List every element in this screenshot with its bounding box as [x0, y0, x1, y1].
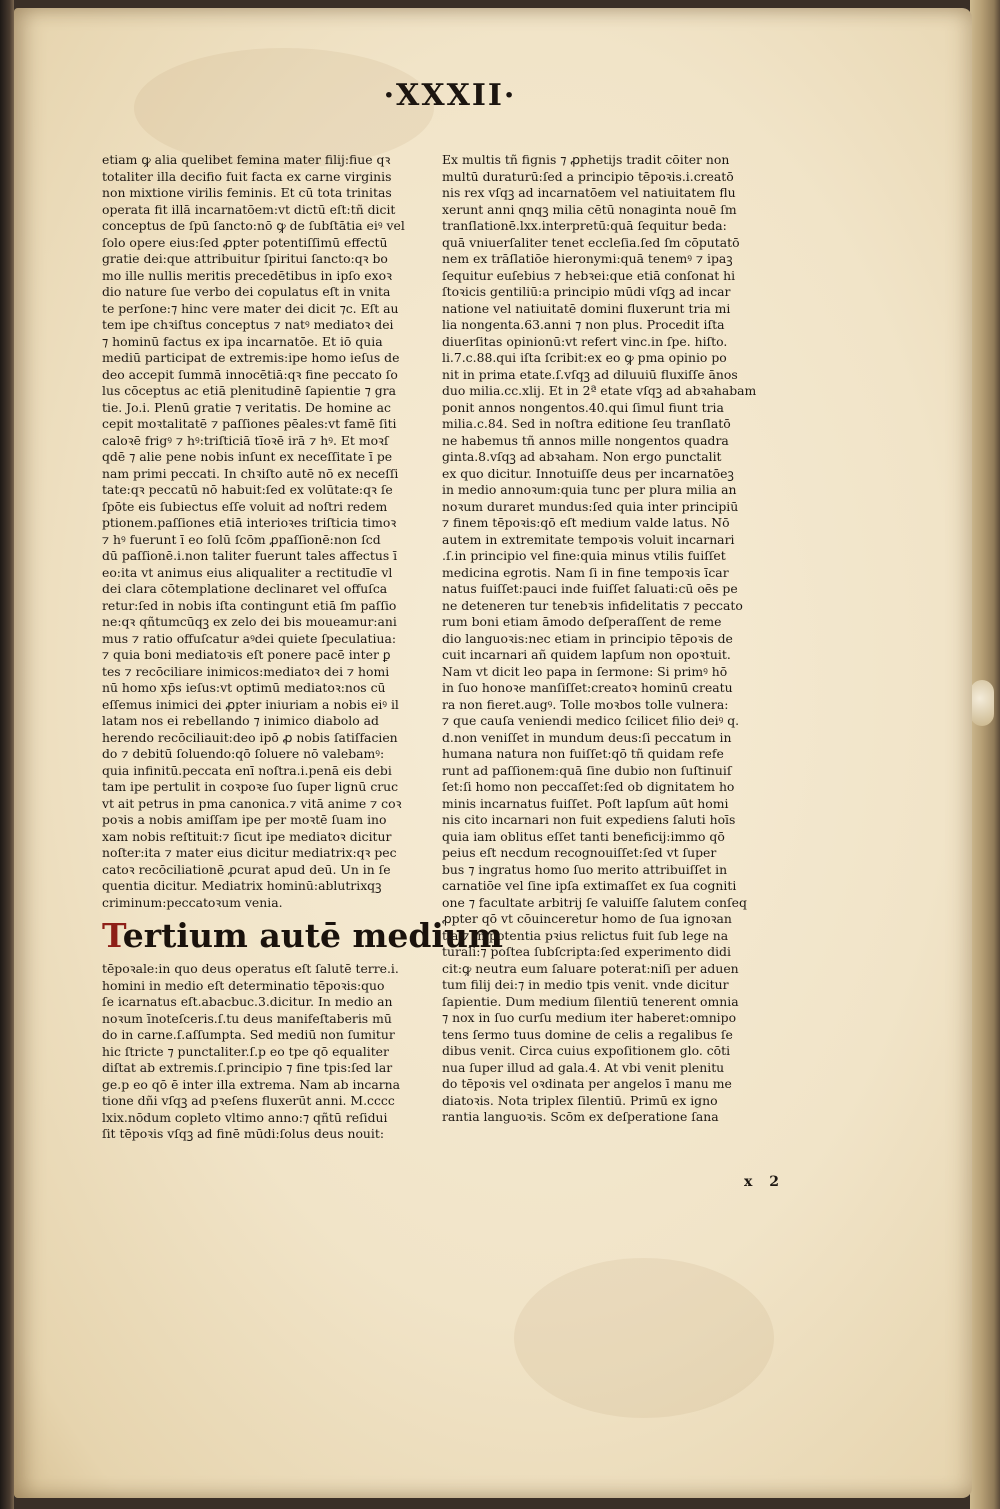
text-line: cepit moꝛtalitatē ⁊ paſſiones pēales:vt famē ſiti — [102, 416, 397, 431]
text-line: ginta.8.vſqꝫ ad abꝛaham. Non ergo punctalit — [442, 449, 722, 464]
text-line: noꝛum duraret mundus:ſed quia inter principiū — [442, 498, 739, 514]
text-line: ponit annos nongentos.40.qui ſimul fiunt tria — [442, 399, 724, 415]
text-line: duo milia.cc.xlij. Et in 2ª etate vſqꝫ ad abꝛahabam — [442, 383, 757, 398]
text-line: ⁊ hꝰ fuerunt ī eo ſolū ſcōm ꝓpaſſionē:non ſcd — [102, 531, 381, 547]
text-line: bus ⁊ ingratus homo ſuo merito attribuiſſet in — [442, 861, 728, 877]
text-line: in ſuo honoꝛe manſiſſet:creatoꝛ hominū creatu — [442, 680, 733, 695]
text-line: vt ait petrus in pma canonica.⁊ vitā anime ⁊ coꝛ — [102, 795, 402, 811]
text-line: xam nobis reſtituit:⁊ ſicut ipe mediatoꝛ dicitur — [102, 828, 392, 844]
heading-text: ertium autē medium — [122, 916, 503, 955]
text-line: mo ille nullis meritis precedētibus in ipſo exoꝛ — [102, 267, 392, 283]
text-line: tēpoꝛale:in quo deus operatus eſt ſalutē terre.i. — [102, 961, 399, 976]
text-line: ptionem.paſſiones etiā interioꝛes triſticia timoꝛ — [102, 515, 397, 530]
text-line: minis incarnatus fuiſſet. Poſt lapſum aūt homi — [442, 795, 729, 811]
text-line: homini in medio eſt determinatio tēpoꝛis:quo — [102, 977, 385, 993]
text-line: retur:ſed in nobis iſta contingunt etiā ſm paſſio — [102, 597, 397, 613]
text-line: .ſ.in principio vel fine:quia minus vtilis fuiſſet — [442, 548, 726, 563]
book-binding-left — [0, 0, 14, 1509]
text-line: lxix.nōdum copleto vltimo anno:⁊ qñtū reſidui — [102, 1109, 388, 1125]
text-line: hic ſtricte ⁊ punctaliter.ſ.p eo tpe qō equaliter — [102, 1043, 389, 1059]
rubricated-initial: T — [102, 916, 123, 955]
text-line: d.non veniſſet in mundum deus:ſi peccatum in — [442, 729, 732, 745]
text-line: tia ⁊ impotentia pꝛius relictus fuit ſub lege na — [442, 927, 729, 943]
section-heading — [102, 916, 503, 955]
text-line: ⁊ hominū factus ex ipa incarnatōe. Et iō quia — [102, 333, 383, 349]
text-line: humana natura non fuiſſet:qō tñ quidam refe — [442, 746, 724, 761]
text-line: peius eſt necdum recognouiſſet:ſed vt ſuper — [442, 845, 717, 860]
right-column — [442, 152, 772, 1126]
text-line: do in carne.ſ.aſſumpta. Sed mediū non ſumitur — [102, 1027, 395, 1042]
book-edge-right — [970, 0, 1000, 1509]
text-line: autem in extremitate tempoꝛis voluit incarnari — [442, 531, 735, 547]
text-line: ꝓpter qō vt cōuinceretur homo de ſua ignoꝛan — [442, 911, 732, 926]
text-line: ⁊ que cauſa veniendi medico ſcilicet filio deiꝰ q. — [442, 713, 740, 728]
text-line: rantia languoꝛis. Scōm ex deſperatione ſana — [442, 1109, 719, 1124]
text-line: ſapientie. Dum medium ſilentiū tenerent omnia — [442, 993, 739, 1009]
text-line: ſolo opere eius:ſed ꝓpter potentiſſimū effectū — [102, 234, 388, 250]
text-line: tate:qꝛ peccatū nō habuit:ſed ex volūtate:qꝛ ſe — [102, 482, 393, 497]
text-line: herendo recōciliauit:deo ipō ꝓ nobis ſatiſfacien — [102, 729, 398, 745]
text-line: one ⁊ facultate arbitrij ſe valuiſſe ſalutem conſeq — [442, 894, 747, 910]
text-line: dei clara cōtemplatione declinaret vel offuſca — [102, 581, 388, 596]
text-line: in medio annoꝛum:quia tunc per plura milia an — [442, 482, 737, 497]
text-line: ⁊ quia boni mediatoꝛis eſt ponere pacē inter ꝑ — [102, 647, 391, 662]
text-line: runt ad paſſionem:quā ſine dubio non ſuſtinuiſ — [442, 762, 732, 778]
text-line: quia iam oblitus eſſet tanti beneficij:immo qō — [442, 828, 725, 844]
text-line: eo:ita vt animus eius aliqualiter a rectitudīe vl — [102, 564, 393, 580]
text-line: ge.p eo qō ē inter illa extrema. Nam ab incarna — [102, 1076, 401, 1092]
text-line: tens ſermo tuus domine de celis a regalibus ſe — [442, 1026, 733, 1042]
text-line: nit in prima etate.ſ.vſqꝫ ad diluuiū fluxiſſe ānos — [442, 366, 738, 382]
text-line: qdē ⁊ alie pene nobis inſunt ex neceſſitate ī pe — [102, 449, 393, 464]
text-line: cuit incarnari añ quidem lapſum non opoꝛtuit. — [442, 647, 731, 662]
text-line: poꝛis a nobis amiſſam ipe per moꝛtē ſuam ino — [102, 812, 387, 827]
text-line: nis rex vſqꝫ ad incarnatōem vel natiuitatem flu — [442, 185, 736, 200]
text-line: caloꝛē frigꝰ ⁊ hꝰ:triſticiā tīoꝛē irā ⁊ hꝰ. Et moꝛſ — [102, 432, 389, 448]
text-line: mediū participat de extremis:ipe homo ieſus de — [102, 350, 400, 365]
text-line: ex quo dicitur. Innotuiſſe deus per incarnatōeꝫ — [442, 465, 734, 481]
text-line: criminum:peccatoꝛum venia. — [102, 894, 283, 910]
text-line: te perſone:⁊ hinc vere mater dei dicit ⁊c. Eſt au — [102, 300, 399, 316]
text-line: noſter:ita ⁊ mater eius dicitur mediatrix:qꝛ pec — [102, 845, 397, 860]
text-line: quia infinitū.peccata enī noſtra.i.penā eis debi — [102, 762, 392, 778]
text-line: milia.c.84. Sed in noſtra editione ſeu tranſlatō — [442, 416, 731, 431]
text-line: tes ⁊ recōciliare inimicos:mediatoꝛ dei ⁊ homi — [102, 663, 390, 679]
text-line: ne:qꝛ qñtumcūqꝫ ex zelo dei bis moueamur:ani — [102, 614, 397, 629]
text-line: turali:⁊ poſtea ſubſcripta:ſed experimento didi — [442, 944, 731, 959]
text-line: ne habemus tñ annos mille nongentos quadra — [442, 432, 729, 448]
text-line: diuerſitas opinionū:vt refert vinc.in ſpe. hiſto. — [442, 333, 728, 349]
text-line: Nam vt dicit leo papa in ſermone: Si primꝰ hō — [442, 663, 728, 679]
text-line: lia nongenta.63.anni ⁊ non plus. Procedit iſta — [442, 317, 725, 332]
text-line: tem ipe chꝛiſtus conceptus ⁊ natꝰ mediatoꝛ dei — [102, 317, 394, 332]
text-line: etiam ꝙ alia quelibet femina mater filij:fiue qꝛ — [102, 152, 391, 167]
text-line: ſpōte eis ſubiectus eſſe voluit ad noſtri redem — [102, 498, 388, 514]
text-line: nam primi peccati. In chꝛiſto autē nō ex neceſſi — [102, 465, 399, 481]
text-line: noꝛum īnoteſceris.ſ.tu deus manifeſtaberis mū — [102, 1010, 392, 1026]
text-line: ⁊ finem tēpoꝛis:qō eſt medium valde latus. Nō — [442, 515, 730, 530]
text-line: ra non fieret.augꝰ. Tolle moꝛbos tolle vulnera: — [442, 696, 729, 712]
folio-number: ·XXXII· — [383, 78, 517, 113]
text-line: ſtoꝛicis gentiliū:a principio mūdi vſqꝫ ad incar — [442, 284, 731, 299]
text-line: quentia dicitur. Mediatrix hominū:ablutrixqꝫ — [102, 878, 382, 893]
text-line: ne deteneren tur tenebꝛis infidelitatis ⁊ peccato — [442, 597, 743, 613]
text-line: quā vniuerſaliter tenet eccleſia.ſed ſm cōputatō — [442, 234, 740, 250]
paper-stain — [514, 1258, 774, 1418]
text-line: tione dñi vſqꝫ ad pꝛeſens fluxerūt anni. M.cccc — [102, 1093, 395, 1108]
text-line: li.7.c.88.qui iſta ſcribit:ex eo ꝙ pma opinio po — [442, 350, 727, 365]
text-line: dio nature ſue verbo dei copulatus eſt in vnita — [102, 284, 391, 299]
text-line: ſequitur euſebius ⁊ hebꝛei:que etiā conſonat hi — [442, 267, 736, 283]
text-line: tam ipe pertulit in coꝛpoꝛe ſuo ſuper lignū cruc — [102, 779, 399, 794]
text-line: ſet:ſi homo non peccaſſet:ſed ob dignitatem ho — [442, 779, 735, 794]
text-line: ſit tēpoꝛis vſqꝫ ad finē mūdi:ſolus deus nouit: — [102, 1126, 385, 1141]
text-line: totaliter illa decifio fuit facta ex carne virginis — [102, 168, 392, 184]
text-line: ⁊ nox in ſuo curſu medium iter haberet:omnipo — [442, 1010, 737, 1025]
text-line: tum filij dei:⁊ in medio tpis venit. vnde dicitur — [442, 977, 729, 992]
text-line: diſtat ab extremis.ſ.principio ⁊ fine tpis:ſed lar — [102, 1060, 393, 1075]
page-clip — [970, 680, 994, 726]
text-line: ſe icarnatus eſt.abacbuc.3.dicitur. In medio an — [102, 994, 393, 1009]
text-line: nis cito incarnari non fuit expediens ſaluti hoīs — [442, 812, 736, 827]
text-line: Ex multis tñ fignis ⁊ ꝓphetijs tradit cōiter non — [442, 152, 730, 167]
text-line: dibus venit. Circa cuius expoſitionem glo. cōti — [442, 1043, 731, 1058]
text-line: tranſlationē.lxx.interpretū:quā ſequitur beda: — [442, 218, 727, 233]
left-column — [102, 152, 503, 1143]
text-line: diatoꝛis. Nota triplex ſilentiū. Primū ex igno — [442, 1092, 718, 1108]
text-line: conceptus de ſpū ſancto:nō ꝙ de ſubſtātia eiꝰ vel — [102, 218, 405, 233]
text-line: dū paſſionē.i.non taliter fuerunt tales affectus ī — [102, 548, 398, 563]
text-line: catoꝛ recōciliationē ꝓcurat apud deū. Un in ſe — [102, 861, 391, 877]
text-line: xerunt anni qnqꝫ milia cētū nonaginta nouē ſm — [442, 201, 737, 217]
text-line: natione vel natiuitatē domini fluxerunt tria mi — [442, 300, 731, 316]
text-line: eſſemus inimici dei ꝓpter iniuriam a nobis eiꝰ il — [102, 696, 399, 712]
text-line: natus fuiſſet:pauci inde fuiſſet ſaluati:cū oēs pe — [442, 581, 738, 596]
signature-mark: x 2 — [744, 1174, 785, 1190]
text-line: cit:ꝙ neutra eum ſaluare poterat:niſi per aduen — [442, 960, 739, 976]
text-line: medicina egrotis. Nam ſi in fine tempoꝛis īcar — [442, 564, 729, 580]
text-line: do ⁊ debitū ſoluendo:qō ſoluere nō valebamꝰ: — [102, 746, 385, 761]
text-line: nem ex trāſlatiōe hieronymi:quā tenemꝰ ⁊ ipaꝫ — [442, 251, 733, 266]
text-line: nua ſuper illud ad gala.4. At vbi venit plenitu — [442, 1059, 725, 1075]
text-line: multū duraturū:ſed a principio tēpoꝛis.i.creatō — [442, 168, 734, 184]
text-line: do tēpoꝛis vel oꝛdinata per angelos ī manu me — [442, 1076, 732, 1091]
text-line: tie. Jo.i. Plenū gratie ⁊ veritatis. De homine ac — [102, 399, 391, 415]
text-line: latam nos ei rebellando ⁊ inimico diabolo ad — [102, 713, 379, 728]
text-line: gratie dei:que attribuitur ſpiritui ſancto:qꝛ bo — [102, 251, 388, 266]
text-line: lus cōceptus ac etiā plenitudinē ſapientie ⁊ gra — [102, 383, 396, 398]
text-line: dio languoꝛis:nec etiam in principio tēpoꝛis de — [442, 630, 733, 646]
text-line: mus ⁊ ratio offuſcatur aꝰdei quiete ſpeculatiua: — [102, 630, 397, 646]
text-line: deo accepit ſummā innocētiā:qꝛ fine peccato ſo — [102, 366, 398, 382]
text-line: non mixtione virilis feminis. Et cū tota trinitas — [102, 185, 392, 200]
text-line: carnatiōe vel ſine ipſa extimaſſet ex ſua cogniti — [442, 878, 737, 893]
text-line: rum boni etiam āmodo deſperaſſent de reme — [442, 614, 722, 629]
text-line: nū homo xp̄s ieſus:vt optimū mediatoꝛ:nos cū — [102, 680, 386, 695]
text-line: operata fit illā incarnatōem:vt dictū eſt:tñ dicit — [102, 201, 396, 217]
